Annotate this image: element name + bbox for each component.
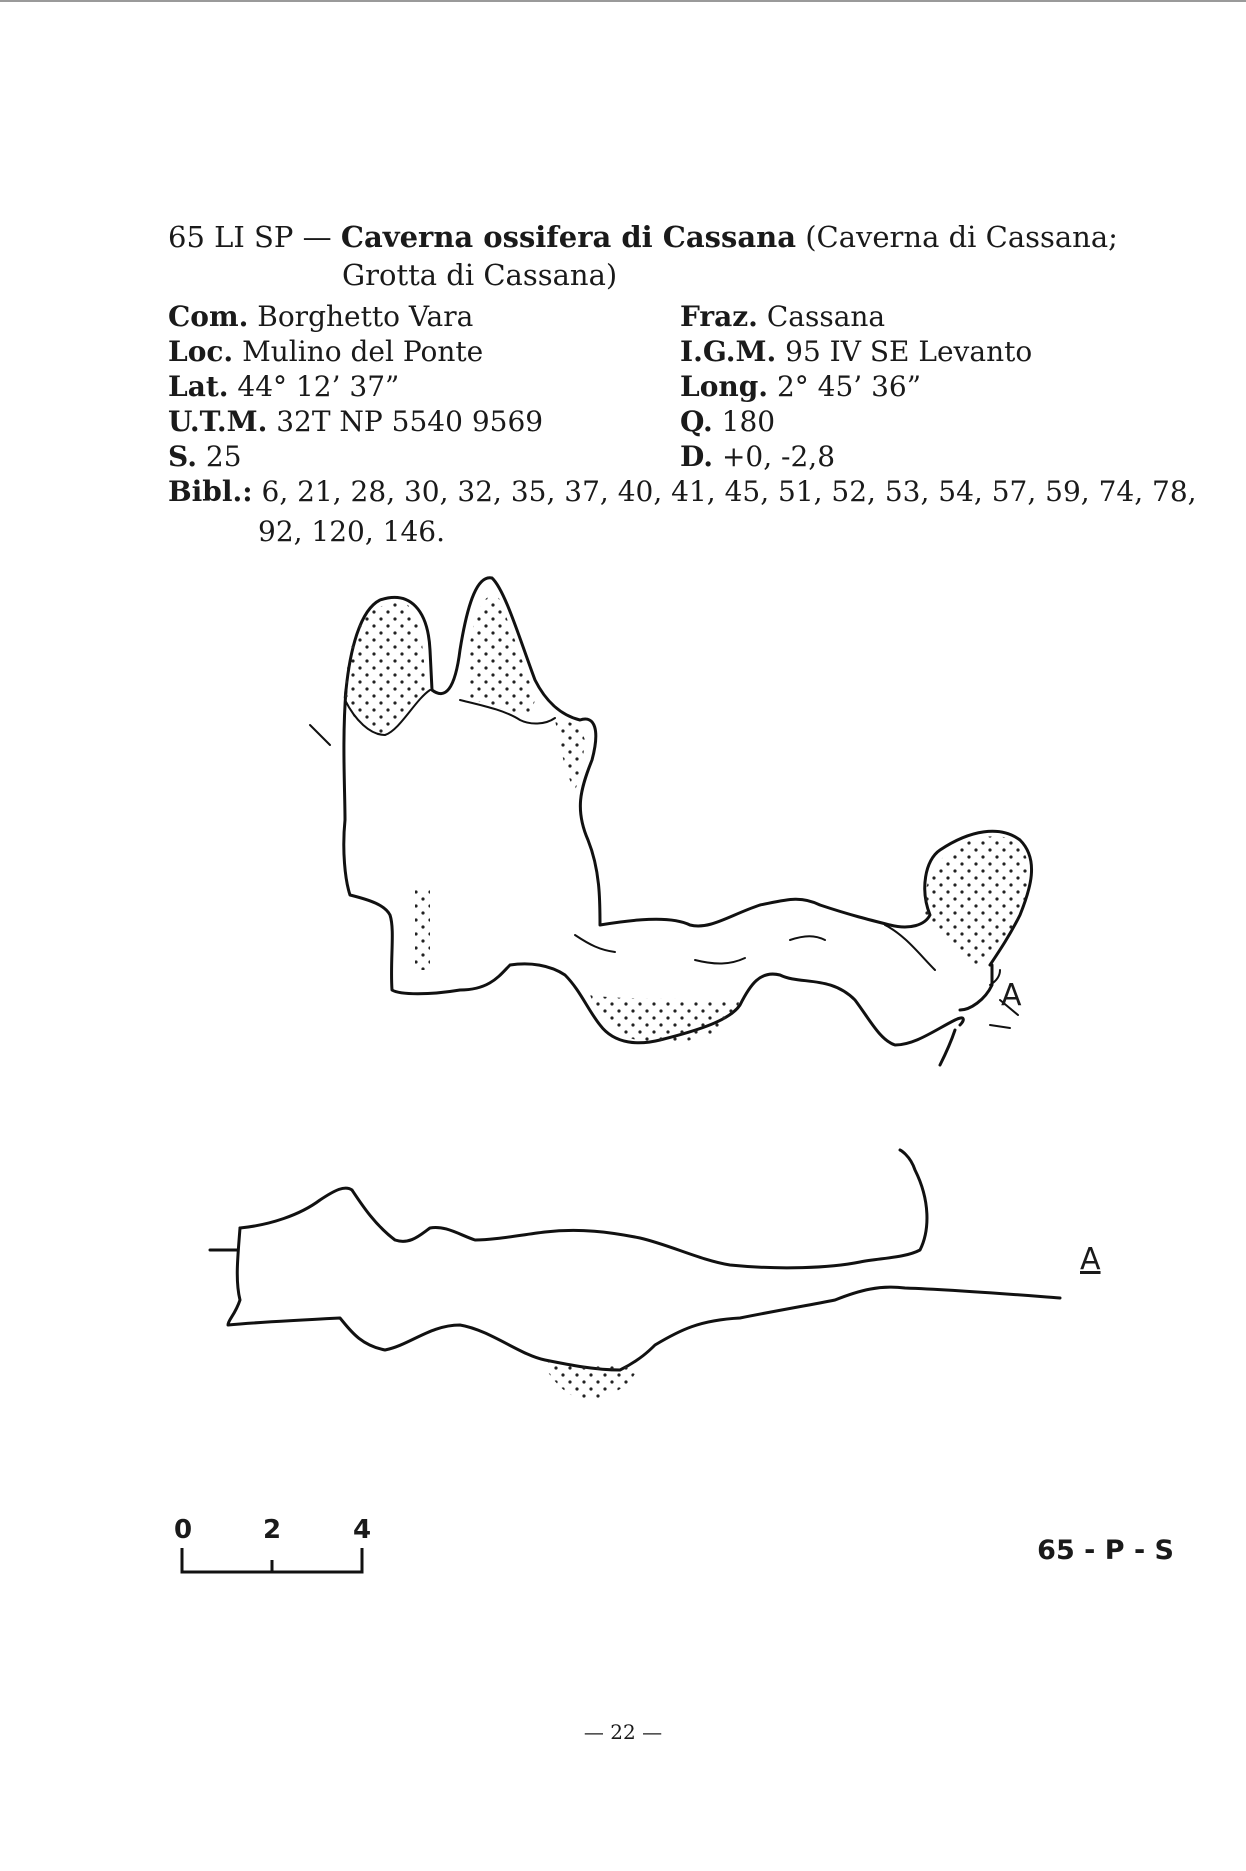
stipple-left-chamber [345, 603, 425, 735]
bibliography-line-2: 92, 120, 146. [258, 515, 446, 548]
entry-alt-names-1: (Caverna di Cassana; [805, 220, 1118, 254]
field-label: Lat. [168, 370, 229, 403]
field-value: Mulino del Ponte [242, 335, 484, 368]
field-value: 95 IV SE Levanto [785, 335, 1033, 368]
field-label: U.T.M. [168, 405, 268, 438]
field-value: Borghetto Vara [257, 300, 474, 333]
field-label: Q. [680, 405, 713, 438]
entry-id: 65 LI SP — [168, 220, 332, 254]
field-value: +0, -2,8 [721, 440, 836, 473]
field-value: Cassana [766, 300, 886, 333]
stipple-end-chamber [924, 836, 1029, 965]
entry-name: Caverna ossifera di Cassana [340, 220, 796, 254]
field-label: Loc. [168, 335, 234, 368]
section-mark-profile: A [1080, 1242, 1101, 1277]
field-label: Com. [168, 300, 249, 333]
field-label: Long. [680, 370, 769, 403]
page-number: — 22 — [583, 1720, 663, 1744]
profile-outline [210, 1150, 927, 1268]
profile-outline-lower [228, 1228, 1060, 1370]
plan-outline [346, 578, 1032, 1010]
scale-label-4: 4 [353, 1515, 372, 1545]
bibliography-line-1: 6, 21, 28, 30, 32, 35, 37, 40, 41, 45, 51, 52, 53, 54, 57, 59, 74, 78, [261, 475, 1197, 508]
stipple-right-branch [555, 720, 585, 790]
field-value: 25 [205, 440, 242, 473]
survey-code: 65 - P - S [1037, 1535, 1174, 1566]
field-label: I.G.M. [680, 335, 777, 368]
field-label: S. [168, 440, 197, 473]
field-value: 2° 45’ 36” [776, 370, 922, 403]
entry-alt-names-2: Grotta di Cassana) [342, 258, 618, 292]
stipple-profile-floor [540, 1360, 640, 1400]
stipple-left-wall [415, 890, 430, 970]
field-label: D. [680, 440, 714, 473]
scale-label-2: 2 [263, 1515, 282, 1545]
scale-label-0: 0 [174, 1515, 193, 1545]
plan-outline-lower [344, 690, 963, 1045]
field-value: 32T NP 5540 9569 [276, 405, 544, 438]
field-value: 180 [721, 405, 776, 438]
field-value: 44° 12’ 37” [237, 370, 400, 403]
bibliography-label: Bibl.: [168, 475, 253, 508]
section-mark-plan: A [1001, 978, 1022, 1013]
field-label: Fraz. [680, 300, 758, 333]
scale-bar [182, 1548, 362, 1572]
